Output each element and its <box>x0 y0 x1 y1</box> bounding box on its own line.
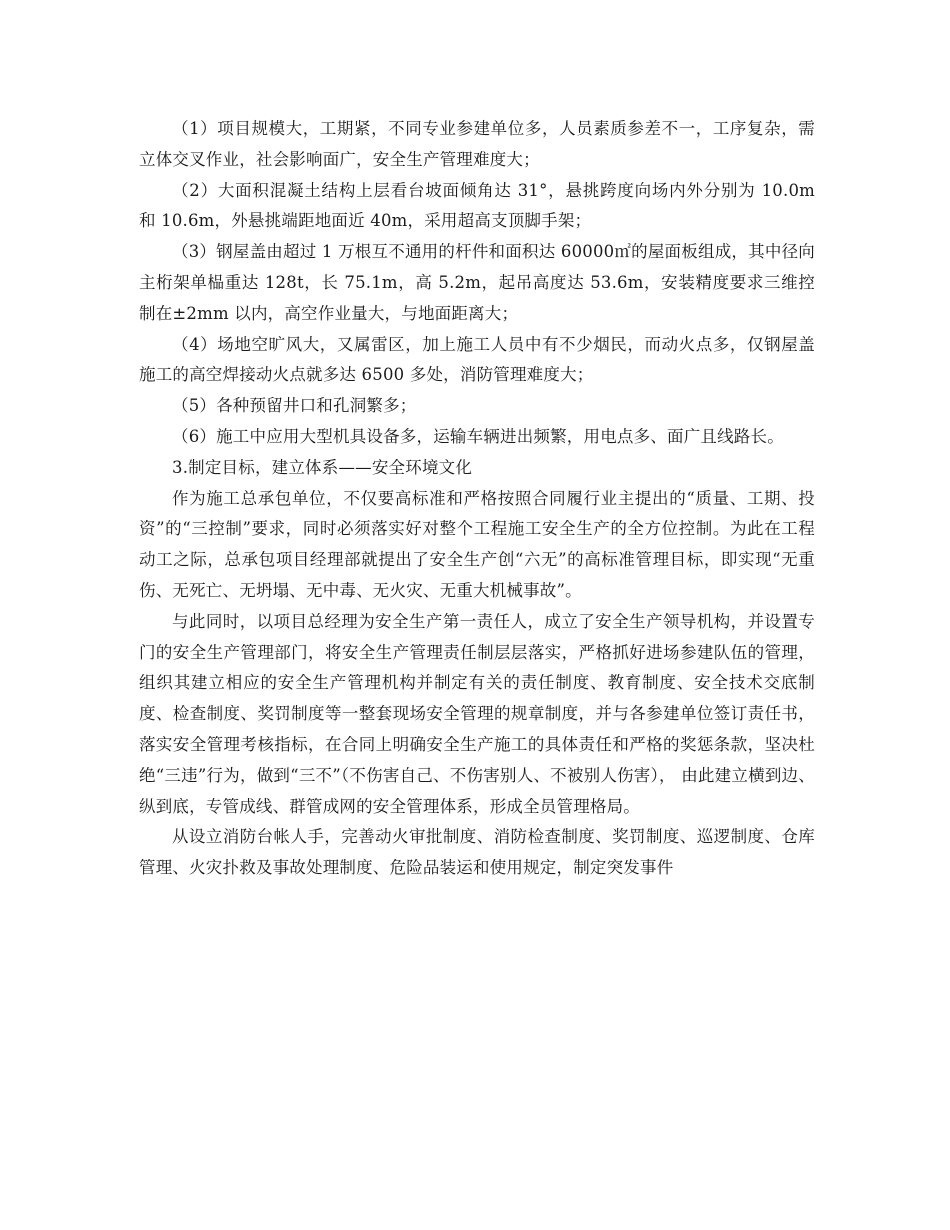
paragraph-item-6: （6）施工中应用大型机具设备多，运输车辆进出频繁，用电点多、面广且线路长。 <box>172 426 784 446</box>
paragraph-item-2: （2）大面积混凝土结构上层看台坡面倾角达 31°，悬挑跨度向场内外分别为 10.0m 和 10.6m，外悬挑端距地面近 40m，采用超高支顶脚手架； <box>139 180 815 231</box>
paragraph-item-5: （5）各种预留井口和孔洞繁多； <box>172 396 417 416</box>
paragraph-item-4: （4）场地空旷风大，又属雷区，加上施工人员中有不少烟民，而动火点多，仅钢屋盖施工的高空焊接动火点就多达 6500 多处，消防管理难度大； <box>139 334 815 385</box>
document-page <box>139 114 815 884</box>
paragraph-fire-safety: 从设立消防台帐人手，完善动火审批制度、消防检查制度、奖罚制度、巡逻制度、仓库管理、火灾扑救及事故处理制度、危险品装运和使用规定，制定突发事件 <box>139 827 815 878</box>
paragraph-system: 与此同时，以项目总经理为安全生产第一责任人，成立了安全生产领导机构，并设置专门的安全生产管理部门，将安全生产管理责任制层层落实，严格抓好进场参建队伍的管理，组织其建立相应的安全生产管理机构并制定有关的责任制度、教育制度、安全技术交底制度、检查制度、奖罚制度等一整套现场安全管理的规章制度，并与各参建单位签订责任书，落实安全管理考核指标，在合同上明确安全生产施工的具体责任和严格的奖惩条款，坚决杜绝“三违”行为，做到“三不”（不伤害自己、不伤害别人、不被别人伤害）， 由此建立横到边、纵到底，专管成线、群管成网的安全管理体系，形成全员管理格局。 <box>139 611 815 816</box>
paragraph-goals: 作为施工总承包单位，不仅要高标准和严格按照合同履行业主提出的“质量、工期、投资”的“三控制”要求，同时必须落实好对整个工程施工安全生产的全方位控制。为此在工程动工之际，总承包项目经理部就提出了安全生产创“六无”的高标准管理目标，即实现“无重伤、无死亡、无坍塌、无中毒、无火灾、无重大机械事故”。 <box>139 488 815 600</box>
paragraph-item-3: （3）钢屋盖由超过 1 万根互不通用的杆件和面积达 60000㎡的屋面板组成，其中径向主桁架单榀重达 128t，长 75.1m，高 5.2m，起吊高度达 53.6m，安装精度要求三维控制在±2mm 以内，高空作业量大，与地面距离大； <box>139 242 815 323</box>
section-heading: 3.制定目标，建立体系——安全环境文化 <box>172 457 473 477</box>
paragraph-item-1: （1）项目规模大，工期紧，不同专业参建单位多，人员素质参差不一，工序复杂，需立体交叉作业，社会影响面广，安全生产管理难度大； <box>139 119 815 169</box>
